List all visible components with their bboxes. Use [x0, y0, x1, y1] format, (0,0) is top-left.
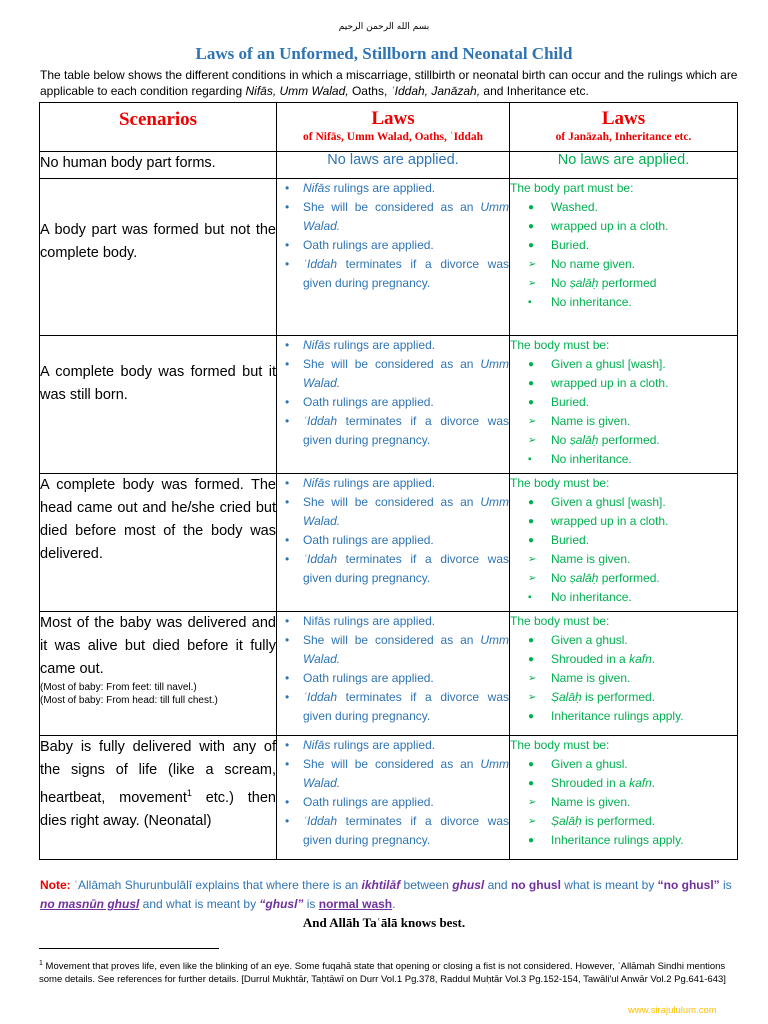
- ruling-item: [510, 774, 737, 793]
- ruling-item: [510, 531, 737, 550]
- law-text: Nifās rulings are applied.: [303, 614, 436, 628]
- ruling-text: performed: [598, 276, 657, 290]
- law-text: Oath rulings are applied.: [303, 533, 434, 547]
- bullet-icon: ➢: [528, 259, 537, 270]
- bullet-icon: •: [285, 738, 290, 752]
- laws-cell-nifas: [277, 612, 510, 736]
- law-term: ʿIddah: [303, 552, 338, 566]
- bullet-icon: ●: [528, 359, 535, 370]
- law-term: Umm Walad.: [303, 633, 509, 666]
- ruling-term: kafn: [629, 776, 652, 790]
- ruling-item: [510, 512, 737, 531]
- law-text: She will be considered as an: [303, 633, 481, 647]
- bullet-icon: •: [285, 338, 290, 352]
- law-text: She will be considered as an: [303, 495, 481, 509]
- bullet-icon: •: [285, 671, 290, 685]
- law-term: Nifās: [303, 476, 331, 490]
- law-item: [277, 336, 509, 355]
- bullet-icon: •: [285, 257, 290, 271]
- law-term: ʿIddah: [303, 257, 338, 271]
- ruling-text: .: [651, 652, 656, 666]
- bullet-icon: •: [285, 795, 290, 809]
- table-row: [40, 179, 738, 336]
- ruling-item: [510, 217, 737, 236]
- bullet-icon: ●: [528, 221, 535, 232]
- law-text: She will be considered as an: [303, 757, 481, 771]
- no-laws-cell: No laws are applied.: [277, 152, 510, 179]
- ruling-term: ṣalāḥ: [569, 276, 599, 290]
- table-row: [40, 152, 738, 179]
- header-laws-janazah: Laws of Janāzah, Inheritance etc.: [510, 103, 738, 152]
- ruling-item: [510, 236, 737, 255]
- law-item: [277, 688, 509, 726]
- bullet-icon: •: [285, 238, 290, 252]
- laws-cell-nifas: [277, 736, 510, 860]
- ruling-term: ṣalāḥ: [569, 433, 599, 447]
- intro-paragraph: The table below shows the different conditions in which a miscarriage, stillbirth or neonatal birth can occur and the rulings which are applicable to each condition regarding Nifās, Umm Walad, Oaths, ʿIddah, Janāzah, and Inheritance etc.: [40, 68, 738, 98]
- bullet-icon: •: [285, 495, 290, 509]
- law-text: She will be considered as an: [303, 200, 481, 214]
- bullet-icon: ▪: [528, 454, 532, 465]
- bullet-icon: ➢: [528, 673, 537, 684]
- ruling-item: [510, 588, 737, 607]
- ruling-text: performed.: [598, 433, 660, 447]
- ruling-item: [510, 431, 737, 450]
- bullet-icon: ●: [528, 516, 535, 527]
- laws-cell-janazah: The body must be: ● Given a ghusl [wash]. ● wrapped up in a cloth. ● Buried. ➢ Name is given. ➢ No ṣalāḥ performed. ▪ No inheritance.: [510, 336, 738, 474]
- law-text: Oath rulings are applied.: [303, 395, 434, 409]
- ruling-text: Shrouded in a: [551, 776, 630, 790]
- law-text: rulings are applied.: [330, 181, 436, 195]
- laws-cell-nifas: [277, 336, 510, 474]
- law-item: [277, 631, 509, 669]
- ruling-item: [510, 669, 737, 688]
- bullet-icon: ●: [528, 711, 535, 722]
- ruling-text: Buried.: [551, 395, 590, 409]
- bullet-icon: ●: [528, 778, 535, 789]
- closing-line: And Allāh Taʿālā knows best.: [302, 915, 466, 930]
- law-item: [277, 669, 509, 688]
- ruling-text: Washed.: [551, 200, 598, 214]
- ruling-text: Given a ghusl [wash].: [551, 495, 666, 509]
- ruling-term: Ṣalāḥ: [551, 690, 582, 704]
- header-laws-nifas: Laws of Nifās, Umm Walad, Oaths, ʿIddah: [277, 103, 510, 152]
- ruling-text: wrapped up in a cloth.: [551, 219, 669, 233]
- law-text: terminates if a divorce was given during pregnancy.: [303, 552, 509, 585]
- ruling-text: Given a ghusl.: [551, 633, 628, 647]
- bullet-icon: ●: [528, 497, 535, 508]
- law-item: [277, 550, 509, 588]
- bullet-icon: ●: [528, 397, 535, 408]
- ruling-item: [510, 293, 737, 312]
- ruling-text: Name is given.: [551, 552, 631, 566]
- ruling-item: [510, 793, 737, 812]
- law-item: [277, 255, 509, 293]
- law-term: ʿIddah: [303, 814, 338, 828]
- bullet-icon: ●: [528, 654, 535, 665]
- law-term: ʿIddah: [303, 690, 338, 704]
- ruling-item: [510, 374, 737, 393]
- bullet-icon: ▪: [528, 592, 532, 603]
- law-item: [277, 393, 509, 412]
- law-text: terminates if a divorce was given during pregnancy.: [303, 814, 509, 847]
- ruling-item: [510, 355, 737, 374]
- ruling-text: No: [551, 433, 570, 447]
- bullet-icon: ➢: [528, 278, 537, 289]
- ruling-text: No inheritance.: [551, 590, 632, 604]
- ruling-text: Name is given.: [551, 795, 631, 809]
- bullet-icon: ➢: [528, 554, 537, 565]
- bullet-icon: •: [285, 552, 290, 566]
- ruling-item: [510, 812, 737, 831]
- scenario-cell: A complete body was formed but it was still born.: [40, 336, 277, 474]
- table-header-row: [40, 103, 738, 152]
- rulings-table: [39, 102, 738, 860]
- ruling-item: [510, 450, 737, 469]
- basmala: بسم الله الرحمن الرحيم: [338, 22, 430, 32]
- bullet-icon: ➢: [528, 416, 537, 427]
- law-text: terminates if a divorce was given during pregnancy.: [303, 690, 509, 723]
- law-term: Nifās: [303, 181, 331, 195]
- bullet-icon: •: [285, 395, 290, 409]
- law-item: [277, 612, 509, 631]
- footnote: $^1$ Movement that proves life, even like the blinking of an eye. Some fuqahā state that opening or closing a fist is not considered. However, ʿAllāmah Sindhi mentions some details. See references for further details. [Durrul Mukhtār, Taḥtāwī on Durr Vol.1 Pg.378, Raddul Muḥtār Vol.3 Pg.152-154, Tawāli'ul Anwār Vol.2 Pg.641-643]: [39, 960, 726, 986]
- no-laws-cell: No laws are applied.: [510, 152, 738, 179]
- header-scenarios: Scenarios: [40, 103, 277, 152]
- law-text: terminates if a divorce was given during pregnancy.: [303, 257, 509, 290]
- bullet-icon: •: [285, 357, 290, 371]
- ruling-text: No inheritance.: [551, 452, 632, 466]
- law-item: [277, 812, 509, 850]
- law-item: [277, 474, 509, 493]
- ruling-text: No name given.: [551, 257, 636, 271]
- laws-cell-janazah: The body part must be: ● Washed. ● wrapped up in a cloth. ● Buried. ➢ No name given. ➢ No ṣalāḥ performed ▪ No inheritance.: [510, 179, 738, 336]
- bullet-icon: •: [285, 414, 290, 428]
- law-term: Umm Walad.: [303, 200, 509, 233]
- laws-cell-janazah: The body must be: ● Given a ghusl. ● Shrouded in a kafn. ➢ Name is given. ➢ Ṣalāḥ is performed. ● Inheritance rulings apply.: [510, 612, 738, 736]
- ruling-text: No: [551, 276, 570, 290]
- ruling-item: [510, 255, 737, 274]
- bullet-icon: ➢: [528, 435, 537, 446]
- footnote-divider: [39, 948, 219, 949]
- ruling-item: [510, 831, 737, 850]
- ruling-text: No inheritance.: [551, 295, 632, 309]
- ruling-item: [510, 755, 737, 774]
- scenario-cell: A body part was formed but not the complete body.: [40, 179, 277, 336]
- bullet-icon: •: [285, 200, 290, 214]
- page-title: Laws of an Unformed, Stillborn and Neonatal Child: [195, 44, 573, 63]
- bullet-icon: •: [285, 181, 290, 195]
- law-item: [277, 755, 509, 793]
- law-text: Oath rulings are applied.: [303, 671, 434, 685]
- bullet-icon: ➢: [528, 573, 537, 584]
- ruling-text: Given a ghusl.: [551, 757, 628, 771]
- law-item: [277, 412, 509, 450]
- bullet-icon: ●: [528, 202, 535, 213]
- law-item: [277, 793, 509, 812]
- law-item: [277, 198, 509, 236]
- bullet-icon: ●: [528, 535, 535, 546]
- law-text: rulings are applied.: [330, 476, 436, 490]
- ruling-text: wrapped up in a cloth.: [551, 376, 669, 390]
- ruling-text: .: [651, 776, 656, 790]
- ruling-item: [510, 274, 737, 293]
- table-row: [40, 336, 738, 474]
- ruling-item: [510, 707, 737, 726]
- bullet-icon: ●: [528, 635, 535, 646]
- website-link[interactable]: www.sirajululum.com: [628, 1005, 717, 1016]
- ruling-item: [510, 650, 737, 669]
- law-item: [277, 493, 509, 531]
- laws-cell-nifas: [277, 179, 510, 336]
- scenario-cell: Most of the baby was delivered and it was alive but died before it fully came out. (Most of baby: From feet: till navel.) (Most of baby: From head: till full chest.): [40, 612, 277, 736]
- ruling-text: Name is given.: [551, 414, 631, 428]
- bullet-icon: ➢: [528, 816, 537, 827]
- ruling-item: [510, 569, 737, 588]
- ruling-item: [510, 198, 737, 217]
- bullet-icon: •: [285, 614, 290, 628]
- law-term: Umm Walad.: [303, 495, 509, 528]
- ruling-text: performed.: [598, 571, 660, 585]
- law-item: [277, 179, 509, 198]
- ruling-text: Name is given.: [551, 671, 631, 685]
- bullet-icon: •: [285, 476, 290, 490]
- law-term: Nifās: [303, 338, 331, 352]
- bullet-icon: ▪: [528, 297, 532, 308]
- ruling-term: ṣalāḥ: [569, 571, 599, 585]
- law-text: Oath rulings are applied.: [303, 795, 434, 809]
- bullet-icon: •: [285, 814, 290, 828]
- laws-cell-janazah: The body must be: ● Given a ghusl [wash]. ● wrapped up in a cloth. ● Buried. ➢ Name is given. ➢ No ṣalāḥ performed. ▪ No inheritance.: [510, 474, 738, 612]
- law-item: [277, 531, 509, 550]
- ruling-text: Inheritance rulings apply.: [551, 709, 684, 723]
- table-row: [40, 736, 738, 860]
- bullet-icon: ●: [528, 378, 535, 389]
- law-term: Umm Walad.: [303, 357, 509, 390]
- ruling-item: [510, 393, 737, 412]
- bullet-icon: •: [285, 633, 290, 647]
- ruling-text: is performed.: [581, 814, 656, 828]
- law-text: She will be considered as an: [303, 357, 481, 371]
- ruling-text: Buried.: [551, 238, 590, 252]
- ruling-text: Buried.: [551, 533, 590, 547]
- scenario-cell: A complete body was formed. The head came out and he/she cried but died before most of the body was delivered.: [40, 474, 277, 612]
- bullet-icon: •: [285, 533, 290, 547]
- scenario-cell: Baby is fully delivered with any of the signs of life (like a scream, heartbeat, movement$^1$ etc.) then dies right away. (Neonatal): [40, 736, 277, 860]
- ruling-term: Ṣalāḥ: [551, 814, 582, 828]
- law-item: [277, 355, 509, 393]
- ruling-term: kafn: [629, 652, 652, 666]
- ruling-item: [510, 412, 737, 431]
- bullet-icon: ●: [528, 835, 535, 846]
- note-paragraph: Note: ʿAllāmah Shurunbulālī explains that where there is an ikhtilāf between ghusl and no ghusl what is meant by “no ghusl” is no masnūn ghusl and what is meant by “ghusl” is normal wash.: [40, 878, 732, 911]
- ruling-text: is performed.: [581, 690, 656, 704]
- ruling-item: [510, 493, 737, 512]
- table-row: [40, 474, 738, 612]
- ruling-item: [510, 550, 737, 569]
- bullet-icon: •: [285, 690, 290, 704]
- law-item: [277, 736, 509, 755]
- law-term: ʿIddah: [303, 414, 338, 428]
- ruling-text: Shrouded in a: [551, 652, 630, 666]
- ruling-item: [510, 631, 737, 650]
- table-row: [40, 612, 738, 736]
- ruling-text: Given a ghusl [wash].: [551, 357, 666, 371]
- law-text: rulings are applied.: [330, 738, 436, 752]
- law-term: Nifās: [303, 738, 331, 752]
- law-item: [277, 236, 509, 255]
- law-text: Oath rulings are applied.: [303, 238, 434, 252]
- bullet-icon: •: [285, 757, 290, 771]
- ruling-text: No: [551, 571, 570, 585]
- ruling-text: Inheritance rulings apply.: [551, 833, 684, 847]
- bullet-icon: ●: [528, 240, 535, 251]
- ruling-item: [510, 688, 737, 707]
- law-text: rulings are applied.: [330, 338, 436, 352]
- bullet-icon: ➢: [528, 692, 537, 703]
- laws-cell-janazah: The body must be: ● Given a ghusl. ● Shrouded in a kafn. ➢ Name is given. ➢ Ṣalāḥ is performed. ● Inheritance rulings apply.: [510, 736, 738, 860]
- bullet-icon: ●: [528, 759, 535, 770]
- laws-cell-nifas: [277, 474, 510, 612]
- scenario-cell: No human body part forms.: [40, 152, 277, 179]
- law-term: Umm Walad.: [303, 757, 509, 790]
- ruling-text: wrapped up in a cloth.: [551, 514, 669, 528]
- bullet-icon: ➢: [528, 797, 537, 808]
- law-text: terminates if a divorce was given during pregnancy.: [303, 414, 509, 447]
